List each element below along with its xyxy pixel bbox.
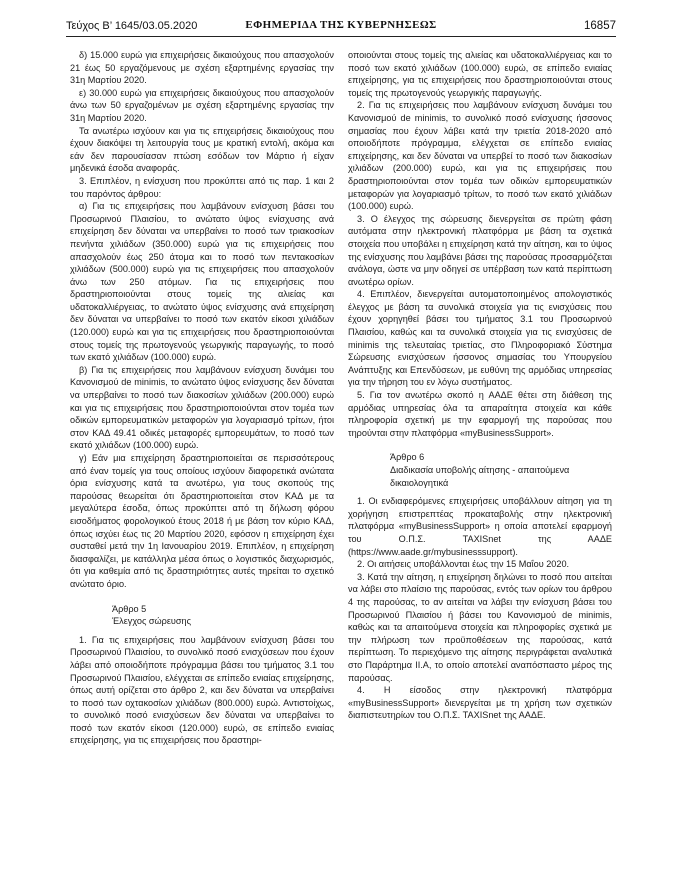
article-5-subtitle: Έλεγχος σώρευσης xyxy=(112,616,192,627)
paragraph: β) Για τις επιχειρήσεις που λαμβάνουν ενίσχυση δυνάμει του Κανονισμού de minimis, το ανώτατο ύψος ενίσχυσης δεν δύναται να υπερβαίνει το ποσό των διακοσίων χιλιάδων (200.000) ευρώ και για τις επιχειρήσεις που δραστηριοποιούνται στον τομέα των οδικών εμπορευματικών μεταφορών για λογαριασμό τρίτων, ήτοι στον ΚΑΔ 49.41 οδικές μεταφορές εμπορευμάτων, το ποσό των εκατό χιλιάδων (100.000) ευρώ. xyxy=(70,364,334,451)
paragraph: 3. Ο έλεγχος της σώρευσης διενεργείται σε πρώτη φάση αυτόματα στην ηλεκτρονική πλατφόρμα με βάση τα σχετικά στοιχεία που υποβάλει η επιχείρηση κατά την αίτηση, και το ύψος της ενίσχυσης που λαμβάνει βάσει της παρούσας προσαρμόζεται ανάλογα, ώστε να μην οδηγεί σε υπέρβαση των κατά περίπτωση ανωτέρω ορίων. xyxy=(348,213,612,287)
paragraph: 1. Οι ενδιαφερόμενες επιχειρήσεις υποβάλλουν αίτηση για τη χορήγηση επιστρεπτέας προκαταβολής στην ηλεκτρονική πλατφόρμα «myBusinessSupport» η οποία αποτελεί εφαρμογή του Ο.Π.Σ. TAXISnet της ΑΑΔΕ (https://www.aade.gr/mybusinesssupport). xyxy=(348,496,612,557)
right-column xyxy=(348,49,612,722)
article-5-title: Άρθρο 5 xyxy=(112,603,147,614)
paragraph: 1. Για τις επιχειρήσεις που λαμβάνουν ενίσχυση βάσει του Προσωρινού Πλαισίου, το συνολικό ποσό ενισχύσεων που έχουν λάβει από οποιοδήποτε πρόγραμμα βάσει του τμήματος 3.1 του Προσωρινού Πλαισίου, ελέγχεται σε επίπεδο ενιαίας επιχείρησης, όπως αυτή ορίζεται στο άρθρο 2, και δεν δύναται να υπερβαίνει το ποσό των οχτακοσίων χιλιάδων (800.000) ευρώ. Αντιστοίχως, το συνολικό ποσό ενισχύσεων δεν δύναται να υπερβαίνει το ποσό των εκατόν είκοσι (120.000) ευρώ, σε επίπεδο ενιαίας επιχείρησης, για τις επιχειρήσεις που δραστηρι- xyxy=(70,634,334,746)
journal-title: ΕΦΗΜΕΡΙΔΑ ΤΗΣ ΚΥΒΕΡΝΗΣΕΩΣ xyxy=(245,19,437,31)
paragraph: Τα ανωτέρω ισχύουν και για τις επιχειρήσεις δικαιούχους που έχουν διακόψει τη λειτουργία τους με κρατική εντολή, ακόμα και εάν δεν παρουσίασαν πτώση εσόδων τον Μάρτιο ή είχαν μηδενικά έσοδα αναφοράς. xyxy=(70,125,334,174)
issue-reference: Τεύχος B’ 1645/03.05.2020 xyxy=(66,20,198,32)
paragraph: 3. Επιπλέον, η ενίσχυση που προκύπτει από τις παρ. 1 και 2 του παρόντος άρθρου: xyxy=(70,175,334,199)
left-column xyxy=(70,49,334,747)
paragraph: δ) 15.000 ευρώ για επιχειρήσεις δικαιούχους που απασχολούν 21 έως 50 εργαζόμενους με σχέση εξαρτημένης εργασίας την 31η Μαρτίου 2020. xyxy=(70,50,334,86)
header-rule xyxy=(66,36,616,37)
paragraph: 2. Για τις επιχειρήσεις που λαμβάνουν ενίσχυση δυνάμει του Κανονισμού de minimis, το συνολικό ποσό ενίσχυσης ήσσονος σημασίας που έχουν λάβει κατά την τριετία 2018-2020 από οποιοδήποτε πρόγραμμα, ελέγχεται σε επίπεδο ενιαίας επιχείρησης, και δεν δύναται να υπερβεί το ποσό των διακοσίων χιλιάδων (200.000) ευρώ, και για τις επιχειρήσεις που δραστηριοποιούνται στον τομέα των οδικών εμπορευματικών μεταφορών για λογαριασμό τρίτων, το ποσό των εκατό χιλιάδων (100.000) ευρώ. xyxy=(348,100,612,212)
paragraph: 4. Η είσοδος στην ηλεκτρονική πλατφόρμα «myBusinessSupport» διενεργείται με τη χρήση των σχετικών διαπιστευτηρίων του Ο.Π.Σ. TAXISnet της ΑΑΔΕ. xyxy=(348,685,612,721)
paragraph: α) Για τις επιχειρήσεις που λαμβάνουν ενίσχυση βάσει του Προσωρινού Πλαισίου, το ανώτατο ύψος ενίσχυσης ανά επιχείρηση δεν δύναται να υπερβαίνει το ποσό των τριακοσίων πενήντα χιλιάδων (350.000) ευρώ για τις επιχειρήσεις που απασχολούν έως 250 άτομα και το ποσό των πεντακοσίων χιλιάδων (500.000) ευρώ για τις επιχειρήσεις που απασχολούν άνω των 250 ατόμων. Για τις επιχειρήσεις που δραστηριοποιούνται στους τομείς της αλιείας και υδατοκαλλιέργειας, το ανώτατο ύψος ενίσχυσης ανά επιχείρηση δεν δύναται να υπερβαίνει το ποσό των εκατόν είκοσι χιλιάδων (120.000) ευρώ και για τις επιχειρήσεις που δραστηριοποιούνται στους τομείς της πρωτογενούς γεωργικής παραγωγής, το ποσό των εκατό χιλιάδων (100.000) ευρώ. xyxy=(70,201,334,363)
paragraph: 3. Κατά την αίτηση, η επιχείρηση δηλώνει το ποσό που αιτείται να λάβει στο πλαίσιο της παρούσας, εντός των ορίων του άρθρου 4 της παρούσας, το αν αιτείται να λάβει την ενίσχυση βάσει του Προσωρινού Πλαισίου ή βάσει του Κανονισμού de minimis, καθώς και τα απαιτούμενα στοιχεία και πληροφορίες σχετικά με την πλήρωση των προϋποθέσεων της παρούσας, κατά περίπτωση. Το περιεχόμενο της αίτησης περιγράφεται αναλυτικά στο Παράρτημα ΙΙ.Α, το οποίο αποτελεί αναπόσπαστο μέρος της παρούσας. xyxy=(348,571,612,683)
article-6-title: Άρθρο 6 xyxy=(390,452,425,463)
paragraph: 4. Επιπλέον, διενεργείται αυτοματοποιημένος απολογιστικός έλεγχος με βάση τα συνολικά στοιχεία για τις ενισχύσεις που έχουν χορηγηθεί βάσει του τμήματος 3.1 του Προσωρινού Πλαισίου, καθώς και τα συνολικά στοιχεία για τις ενισχύσεις de minimis της τελευταίας τριετίας, στο Πληροφοριακό Σύστημα Σώρευσης ενισχύσεων ήσσονος σημασίας του Υπουργείου Ανάπτυξης και Επενδύσεων, με ευθύνη της αρμόδιας υπηρεσίας για την τήρηση του εν λόγω συστήματος. xyxy=(348,289,612,388)
article-6-subtitle: Διαδικασία υποβολής αίτησης - απαιτούμενα δικαιολογητικά xyxy=(390,465,570,488)
page-header xyxy=(66,18,616,34)
page-number: 16857 xyxy=(584,20,616,32)
paragraph: γ) Εάν μια επιχείρηση δραστηριοποιείται σε περισσότερους από έναν τομείς για τους οποίους ισχύουν διαφορετικά ανώτατα όρια ενίσχυσης κατά τα ανωτέρω, για τους σκοπούς της παρούσας θεωρείται ότι δραστηριοποιείται στον ΚΑΔ με τα μεγαλύτερα έσοδα, όπως προκύπτει από τη δήλωση φόρου εισοδήματος φορολογικού έτους 2018 ή με βάση τον κύριο ΚΑΔ, όπως ισχύει έως τις 20 Μαρτίου 2020, εφόσον η επιχείρηση έχει συσταθεί μετά την 1η Ιανουαρίου 2019. Επιπλέον, η επιχείρηση διασφαλίζει, με κατάλληλα μέσα όπως ο λογιστικός διαχωρισμός, ότι για καθεμία από τις δραστηριότητες αυτές τηρείται το σχετικό ανώτατο όριο. xyxy=(70,453,334,589)
paragraph: οποιούνται στους τομείς της αλιείας και υδατοκαλλιέργειας και το ποσό των εκατό χιλιάδων (100.000) ευρώ, σε επίπεδο ενιαίας επιχείρησης, για τις επιχειρήσεις που δραστηριοποιούνται στους τομείς της πρωτογενούς γεωργικής παραγωγής. xyxy=(348,50,612,98)
paragraph: ε) 30.000 ευρώ για επιχειρήσεις δικαιούχους που απασχολούν άνω των 50 εργαζομένων με σχέση εξαρτημένης εργασίας την 31η Μαρτίου 2020. xyxy=(70,87,334,123)
paragraph: 5. Για τον ανωτέρω σκοπό η ΑΑΔΕ θέτει στη διάθεση της αρμόδιας υπηρεσίας όλα τα απαραίτητα στοιχεία και κάθε πληροφορία σχετική με την εφαρμογή της παρούσας που τηρούνται στην πλατφόρμα «myBusinessSupport». xyxy=(348,390,612,438)
paragraph: 2. Οι αιτήσεις υποβάλλονται έως την 15 Μαΐου 2020. xyxy=(357,559,570,570)
